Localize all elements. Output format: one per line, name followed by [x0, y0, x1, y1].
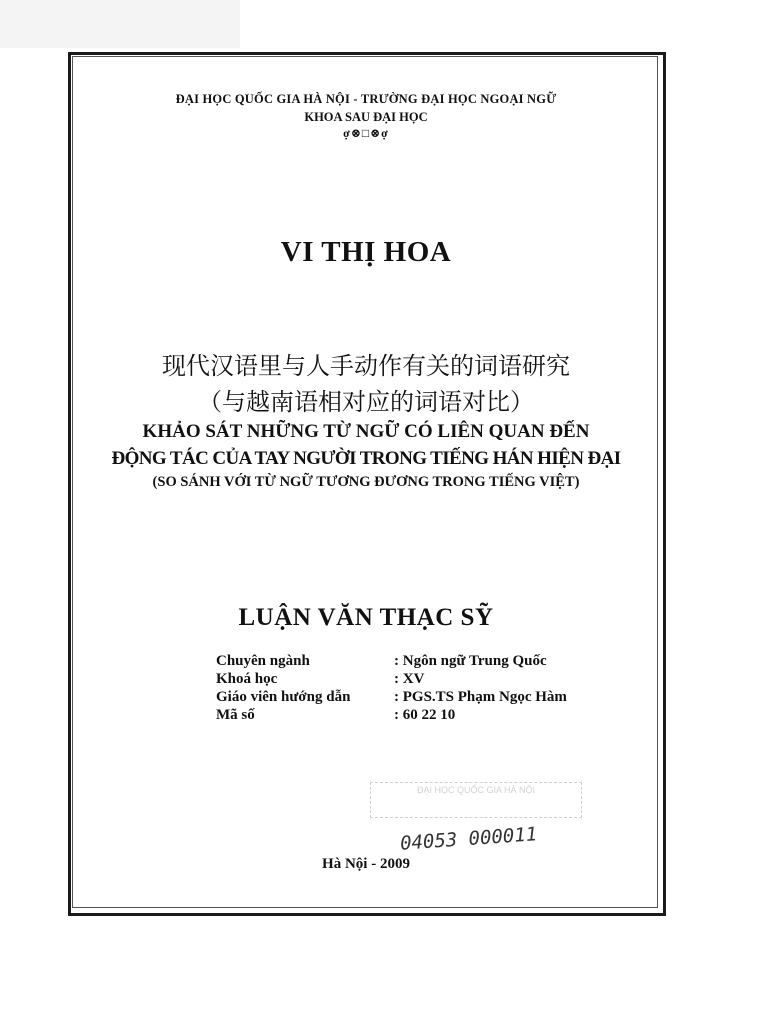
detail-value: : XV: [394, 671, 425, 687]
detail-label: Khoá học: [216, 671, 278, 687]
vietnamese-title-line-2: ĐỘNG TÁC CỦA TAY NGƯỜI TRONG TIẾNG HÁN HIỆN ĐẠI: [111, 448, 621, 469]
scan-shadow: [0, 0, 240, 48]
vietnamese-title-line-1: KHẢO SÁT NHỮNG TỪ NGỮ CÓ LIÊN QUAN ĐẾN: [142, 421, 590, 442]
university-name: ĐẠI HỌC QUỐC GIA HÀ NỘI - TRƯỜNG ĐẠI HỌC NGOẠI NGỮ: [175, 92, 557, 106]
library-stamp: ĐẠI HỌC QUỐC GIA HÀ NỘI: [370, 782, 582, 818]
detail-value: : PGS.TS Phạm Ngọc Hàm: [394, 689, 567, 705]
detail-value: : 60 22 10: [394, 707, 456, 723]
decorative-ornament: ợ⊗□⊗ợ: [343, 126, 389, 140]
chinese-title-line-2: （与越南语相对应的词语对比）: [198, 388, 534, 416]
faculty-name: KHOA SAU ĐẠI HỌC: [304, 110, 428, 124]
detail-label: Mã số: [216, 707, 255, 723]
detail-label: Chuyên ngành: [216, 653, 310, 669]
place-and-year: Hà Nội - 2009: [322, 856, 410, 872]
detail-value: : Ngôn ngữ Trung Quốc: [394, 653, 547, 669]
detail-label: Giáo viên hướng dẫn: [216, 689, 351, 705]
author-name: VI THỊ HOA: [280, 236, 452, 268]
chinese-title-line-1: 现代汉语里与人手动作有关的词语研究: [162, 352, 570, 380]
handwritten-code: 04053 000011: [399, 823, 538, 855]
degree-title: LUẬN VĂN THẠC SỸ: [238, 604, 494, 631]
vietnamese-subtitle: (SO SÁNH VỚI TỪ NGỮ TƯƠNG ĐƯƠNG TRONG TIẾNG VIỆT): [152, 474, 580, 490]
